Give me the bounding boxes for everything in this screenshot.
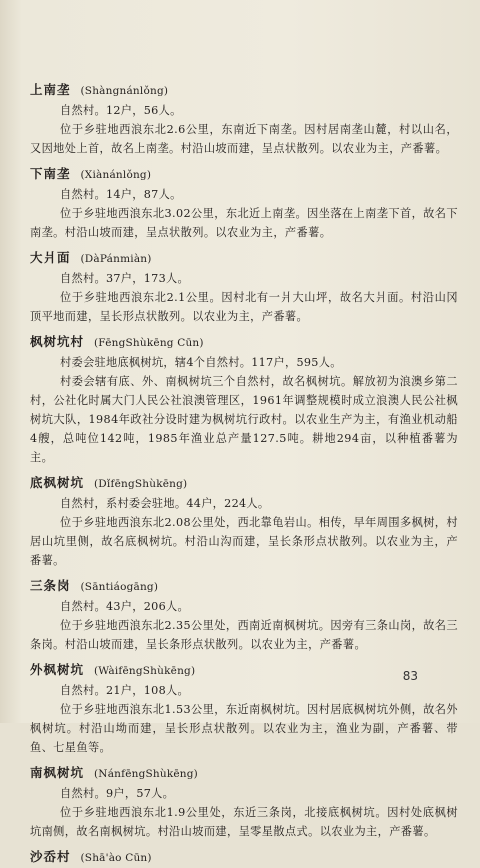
entry-heading <box>30 248 458 269</box>
entry-description: 位于乡驻地西浪东北2.35公里处，西南近南枫树坑。因旁有三条山岗，故名三条岗。村沿山坡而建，呈长条形点状散列。以农业为主，产番薯。 <box>30 619 458 651</box>
place-name: 沙岙村 <box>30 849 71 864</box>
place-pinyin: (Sāntiáogāng) <box>80 581 159 593</box>
place-entry <box>30 473 458 570</box>
place-pinyin: (Xiànánlǒng) <box>80 169 152 181</box>
entry-heading <box>30 576 458 597</box>
entry-summary: 自然村，系村委会驻地。44户，224人。 <box>60 497 270 510</box>
place-entry <box>30 576 458 654</box>
place-name: 南枫树坑 <box>30 765 85 780</box>
place-entry <box>30 847 458 868</box>
place-name: 上南垄 <box>30 82 71 97</box>
entry-heading <box>30 332 458 353</box>
place-entry <box>30 80 458 158</box>
entry-heading <box>30 473 458 494</box>
place-entry <box>30 660 458 757</box>
entry-heading <box>30 164 458 185</box>
entry-summary: 自然村。43户，206人。 <box>60 600 189 613</box>
place-pinyin: (Shàngnánlǒng) <box>80 85 169 97</box>
entry-summary: 自然村。21户，108人。 <box>60 684 189 697</box>
entry-summary: 村委会驻地底枫树坑，辖4个自然村。117户，595人。 <box>60 356 342 369</box>
place-name: 底枫树坑 <box>30 475 85 490</box>
place-pinyin: (DǐfēngShùkēng) <box>94 478 188 490</box>
entry-description: 位于乡驻地西浪东北2.1公里。因村北有一爿大山坪，故名大爿面。村沿山冈顶平地而建，呈长形点状散列。以农业为主，产番薯。 <box>30 291 458 323</box>
page-number: 83 <box>402 669 418 683</box>
place-name: 下南垄 <box>30 166 71 181</box>
entry-summary: 自然村。14户，87人。 <box>60 188 182 201</box>
entry-summary: 自然村。12户，56人。 <box>60 104 182 117</box>
entry-heading <box>30 763 458 784</box>
place-pinyin: (WàifēngShùkēng) <box>94 665 196 677</box>
entry-heading <box>30 80 458 101</box>
entry-summary: 自然村。9户，57人。 <box>60 787 175 800</box>
place-entry <box>30 164 458 242</box>
entry-summary: 自然村。37户，173人。 <box>60 272 189 285</box>
place-entry <box>30 248 458 326</box>
place-pinyin: (FēngShùkēng Cūn) <box>94 337 204 349</box>
entry-description: 位于乡驻地西浪东北1.53公里，东近南枫树坑。因村居底枫树坑外侧，故名外枫树坑。村沿山坳而建，呈长形点状散列。以农业为主，渔业为副，产番薯、带鱼、七星鱼等。 <box>30 703 458 754</box>
place-name: 枫树坑村 <box>30 334 85 349</box>
place-entry <box>30 763 458 841</box>
place-pinyin: (Shā'ào Cūn) <box>80 852 152 864</box>
entry-description: 位于乡驻地西浪东北2.6公里，东南近下南垄。因村居南垄山麓，村以山名，又因地处上首，故名上南垄。村沿山坡而建，呈点状散列。以农业为主，产番薯。 <box>30 123 458 155</box>
place-pinyin: (DàPánmiàn) <box>80 253 152 265</box>
place-name: 三条岗 <box>30 578 71 593</box>
place-name: 大爿面 <box>30 250 71 265</box>
place-entry <box>30 332 458 467</box>
entry-heading <box>30 660 458 681</box>
place-pinyin: (NánfēngShùkēng) <box>94 768 198 780</box>
entry-description: 位于乡驻地西浪东北2.08公里处，西北靠龟岩山。相传，早年周围多枫树，村居山坑里侧，故名底枫树坑。村沿山沟而建，呈长条形点状散列。以农业为主，产番薯。 <box>30 516 458 567</box>
entry-description: 村委会辖有底、外、南枫树坑三个自然村，故名枫树坑。解放初为浪澳乡第二村，公社化时属大门人民公社浪澳管理区，1961年调整规模时成立浪澳人民公社枫树坑大队，1984年政社分设时建为枫树坑行政村。以农业生产为主，有渔业机动船4艘，总吨位142吨，1985年渔业总产量127.5吨。耕地294亩，以种植番薯为主。 <box>30 375 458 464</box>
entry-description: 位于乡驻地西浪东北3.02公里，东北近上南垄。因坐落在上南垄下首，故名下南垄。村沿山坡而建，呈点状散列。以农业为主，产番薯。 <box>30 207 458 239</box>
entry-heading <box>30 847 458 868</box>
entry-description: 位于乡驻地西浪东北1.9公里处，东近三条岗，北接底枫树坑。因村处底枫树坑南侧，故名南枫树坑。村沿山坡而建，呈零星散点式。以农业为主，产番薯。 <box>30 806 458 838</box>
place-name: 外枫树坑 <box>30 662 85 677</box>
